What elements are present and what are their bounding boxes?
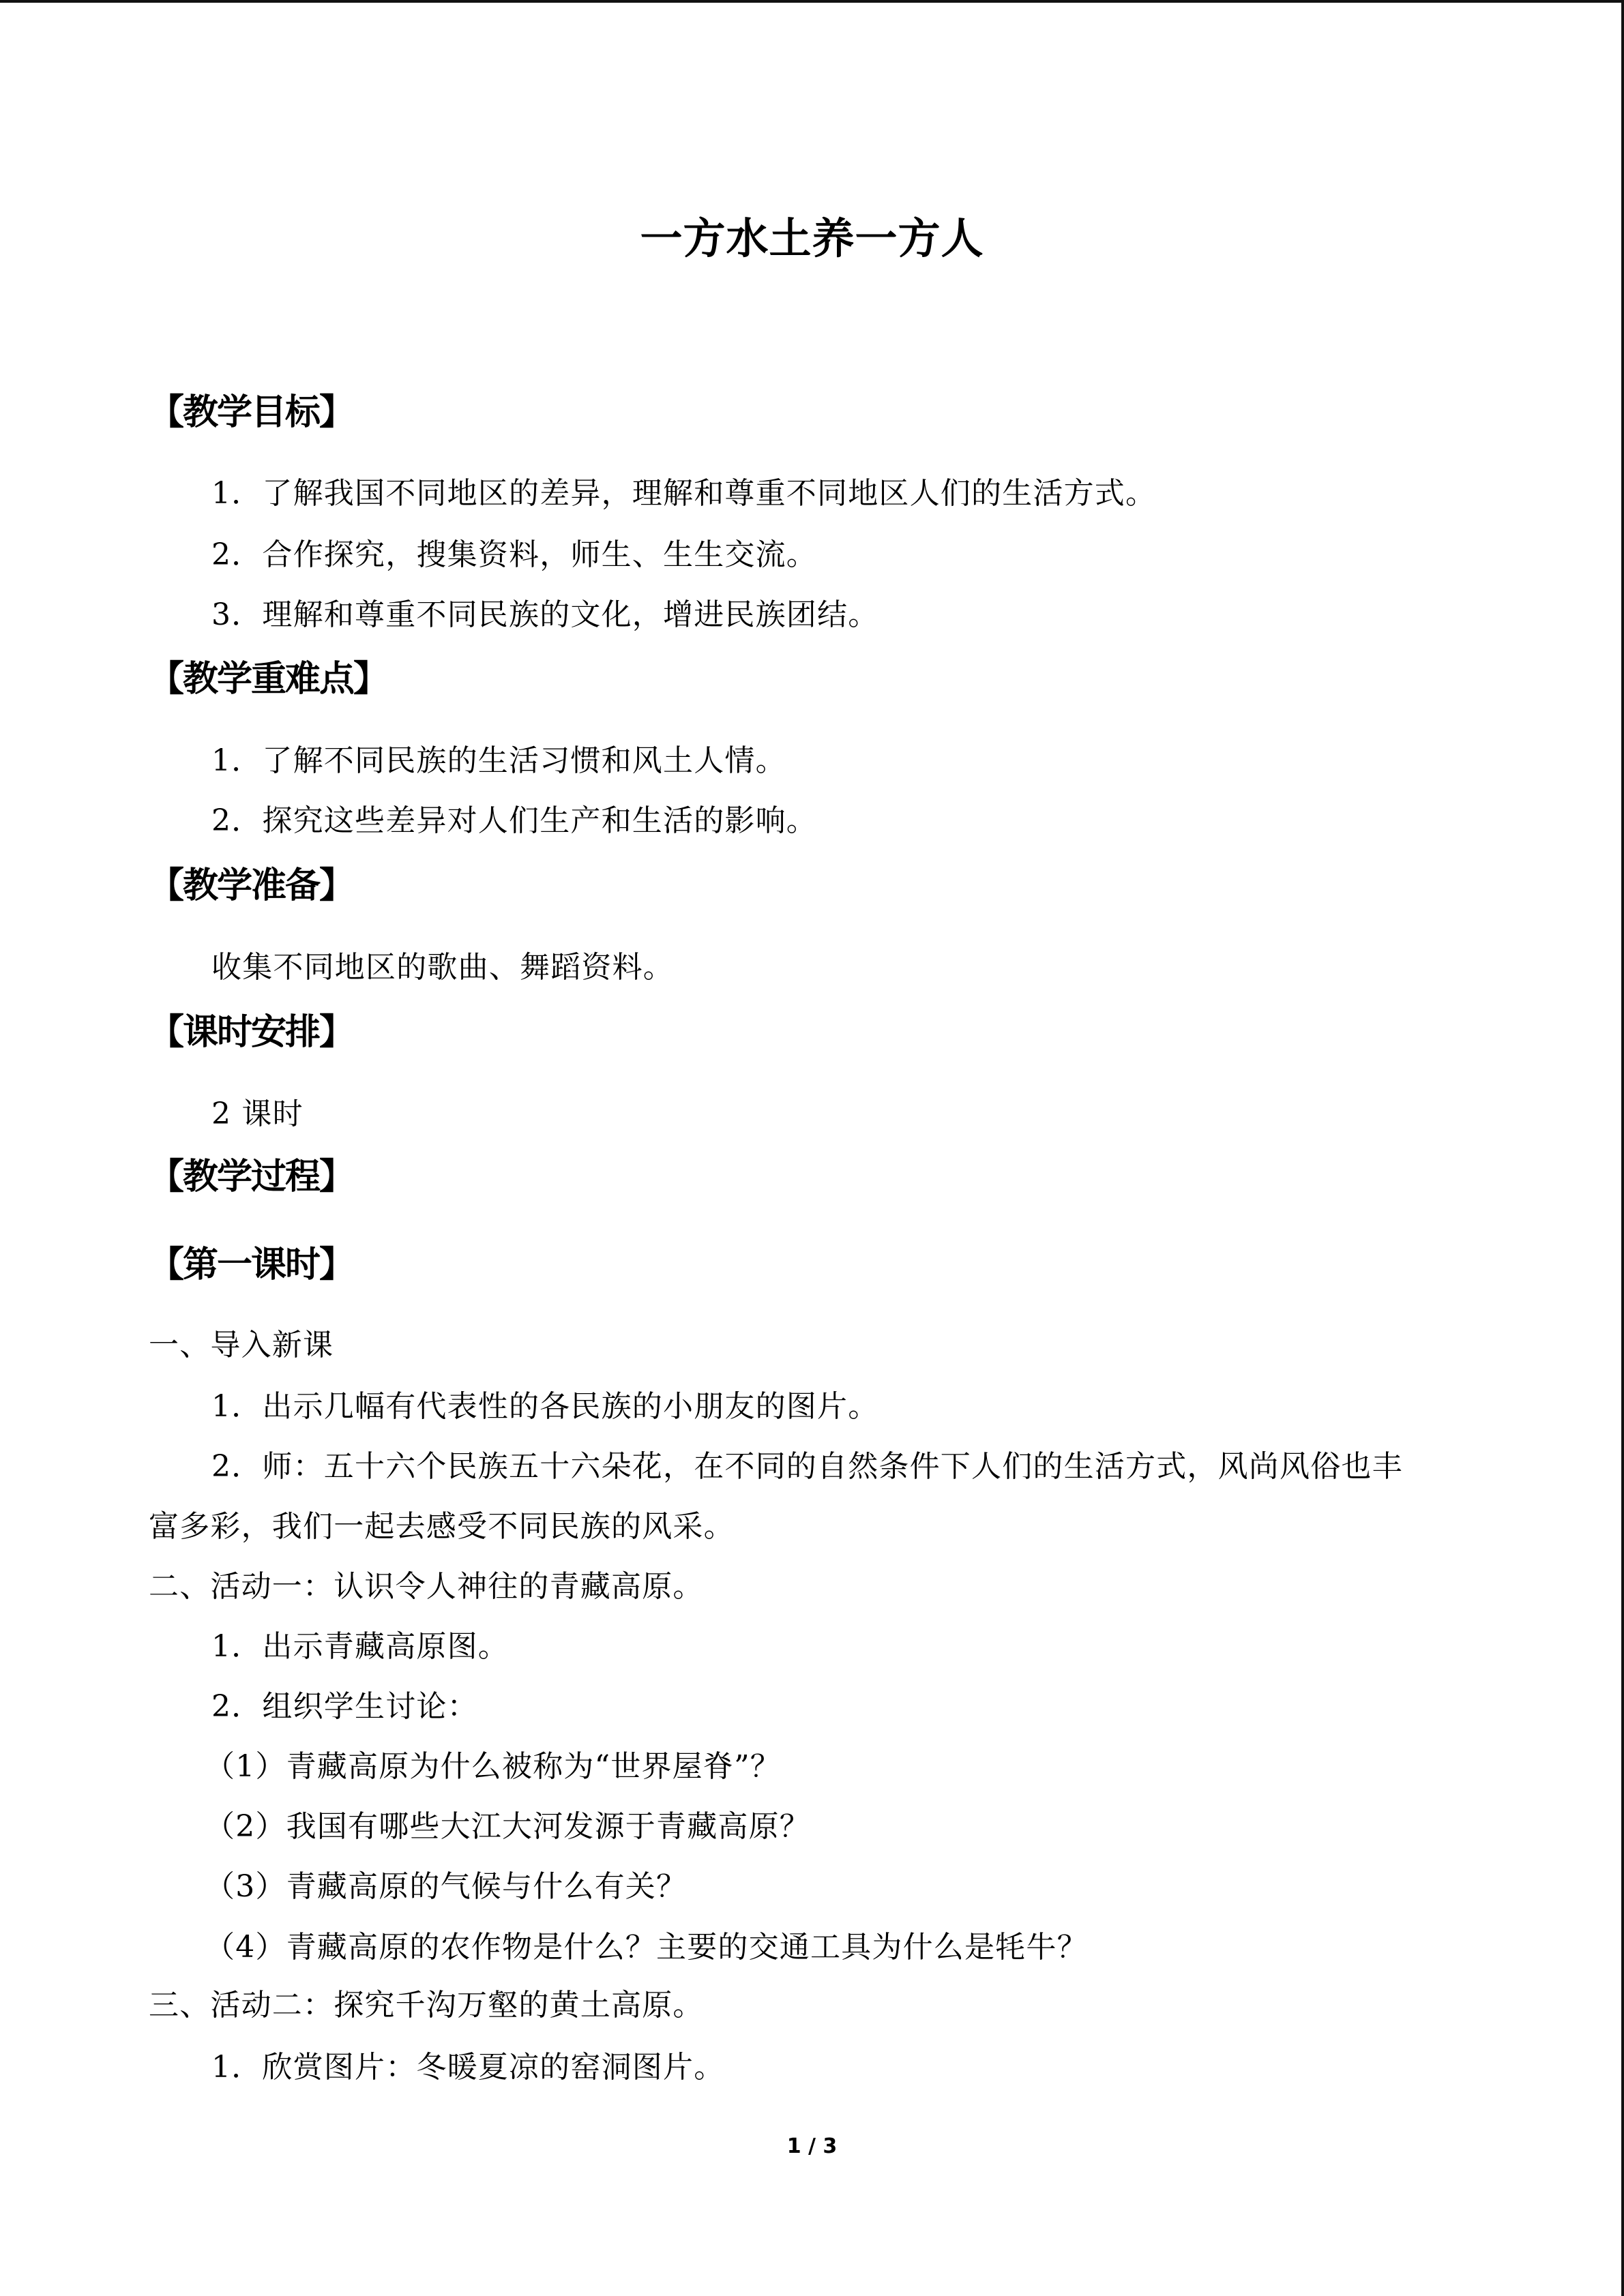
part3-item-1: 1．欣赏图片：冬暖夏凉的窑洞图片。: [211, 2050, 725, 2085]
objective-item-1: 1．了解我国不同地区的差异，理解和尊重不同地区人们的生活方式。: [211, 476, 1157, 511]
preparation-text: 收集不同地区的歌曲、舞蹈资料。: [211, 950, 674, 985]
part2-question-1: （1）青藏高原为什么被称为“世界屋脊”？: [205, 1749, 781, 1784]
part2-question-2: （2）我国有哪些大江大河发源于青藏高原？: [205, 1809, 810, 1844]
part2-title: 二、活动一：认识令人神往的青藏高原。: [149, 1569, 704, 1604]
part3-title: 三、活动二：探究千沟万壑的黄土高原。: [149, 1988, 704, 2023]
schedule-text: 2 课时: [211, 1097, 304, 1131]
part1-title: 一、导入新课: [149, 1328, 334, 1362]
document-title: 一方水土养一方人: [640, 213, 984, 263]
heading-preparation: 【教学准备】: [149, 865, 354, 906]
part1-item-2: 2．师：五十六个民族五十六朵花，在不同的自然条件下人们的生活方式，风尚风俗也丰: [211, 1449, 1403, 1484]
part1-item-2-continued: 富多彩，我们一起去感受不同民族的风采。: [149, 1509, 735, 1544]
key-point-item-1: 1．了解不同民族的生活习惯和风土人情。: [211, 743, 786, 778]
objective-item-2: 2．合作探究，搜集资料，师生、生生交流。: [211, 537, 817, 572]
heading-schedule: 【课时安排】: [149, 1011, 354, 1053]
part2-item-1: 1．出示青藏高原图。: [211, 1629, 509, 1664]
part1-item-1: 1．出示几幅有代表性的各民族的小朋友的图片。: [211, 1389, 879, 1424]
part2-item-2: 2．组织学生讨论：: [211, 1689, 478, 1724]
page-number: 1 / 3: [786, 2134, 838, 2158]
part2-question-3: （3）青藏高原的气候与什么有关？: [205, 1869, 688, 1904]
heading-key-points: 【教学重难点】: [149, 658, 388, 700]
heading-process: 【教学过程】: [149, 1156, 354, 1197]
objective-item-3: 3．理解和尊重不同民族的文化，增进民族团结。: [211, 597, 879, 632]
part2-question-4: （4）青藏高原的农作物是什么？主要的交通工具为什么是牦牛？: [205, 1930, 1088, 1965]
heading-lesson-one: 【第一课时】: [149, 1244, 354, 1285]
heading-objectives: 【教学目标】: [149, 391, 354, 433]
key-point-item-2: 2．探究这些差异对人们生产和生活的影响。: [211, 803, 817, 838]
